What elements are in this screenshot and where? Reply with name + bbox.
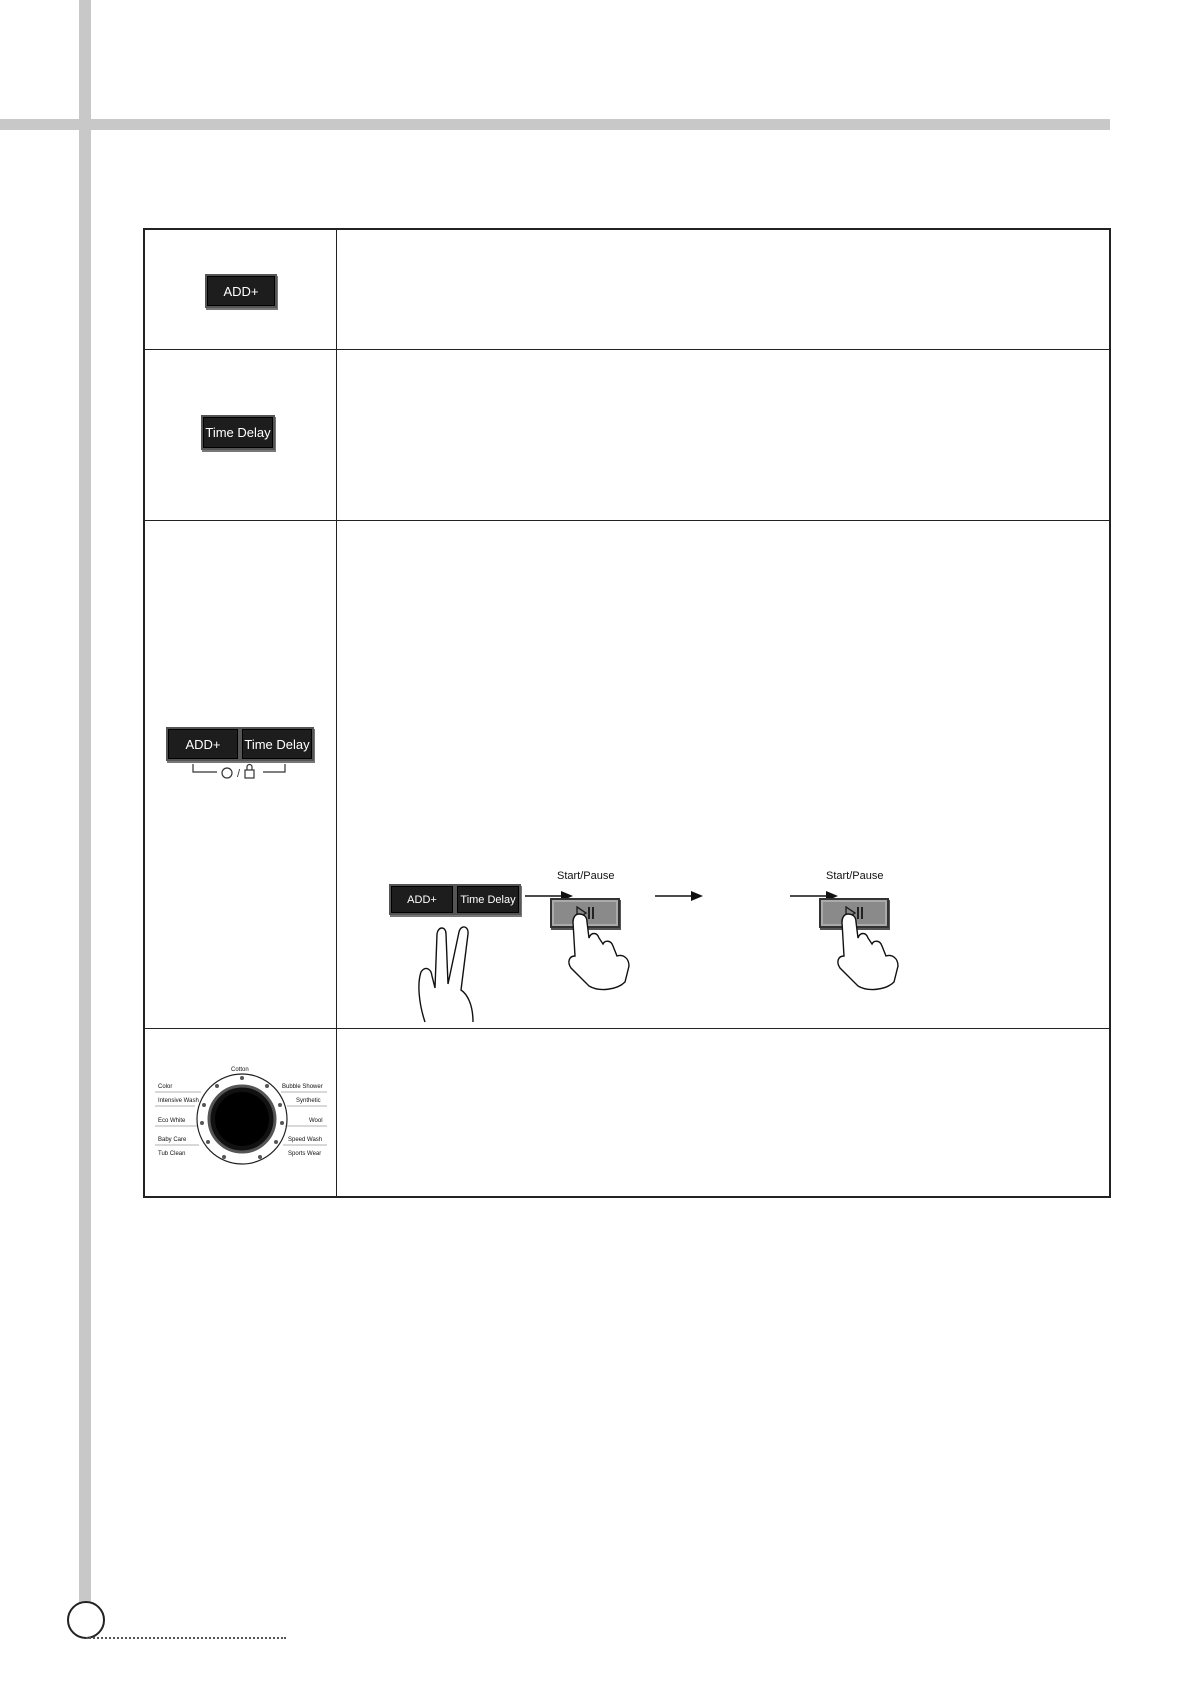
hand-press-icon <box>834 912 904 992</box>
child-lock-bracket <box>185 762 295 784</box>
start-pause-label: Start/Pause <box>826 870 884 882</box>
lock-icon <box>245 770 254 778</box>
table-row-divider <box>145 1028 1109 1029</box>
start-pause-label: Start/Pause <box>557 870 615 882</box>
dial-label: Bubble Shower <box>282 1084 323 1090</box>
svg-text:/: / <box>237 768 241 780</box>
time-delay-button-image <box>240 727 314 761</box>
footer-dotted-line <box>86 1637 286 1639</box>
time-delay-button-image <box>455 884 521 915</box>
dial-label: Wool <box>309 1118 323 1124</box>
page-number-circle <box>67 1601 105 1639</box>
feature-table <box>143 228 1111 1198</box>
dial-label: Intensive Wash <box>158 1098 199 1104</box>
add-button-image <box>389 884 455 915</box>
header-horizontal-bar <box>0 119 1110 130</box>
time-delay-button-label: Time Delay <box>460 893 516 906</box>
dial-label: Tub Clean <box>158 1151 186 1157</box>
dial-label: Speed Wash <box>288 1137 323 1143</box>
dial-label: Baby Care <box>158 1137 187 1143</box>
arrow-right-icon <box>655 890 705 902</box>
table-column-divider <box>336 230 337 1196</box>
time-delay-button-label: Time Delay <box>244 736 310 752</box>
table-row-divider <box>145 520 1109 521</box>
program-dial <box>145 1030 336 1198</box>
time-delay-button-label: Time Delay <box>205 425 271 440</box>
add-button-label: ADD+ <box>185 736 221 752</box>
hand-press-icon <box>565 912 635 992</box>
dial-leader-lines <box>155 1080 327 1160</box>
add-button-image <box>166 727 240 761</box>
lock-icon <box>222 768 232 778</box>
dial-label: Color <box>158 1084 173 1090</box>
dial-label: Cotton <box>231 1067 249 1073</box>
time-delay-button-image <box>201 415 275 450</box>
margin-vertical-bar <box>79 0 91 1635</box>
add-button-label: ADD+ <box>407 893 437 906</box>
add-button-image <box>205 274 277 308</box>
add-button-label: ADD+ <box>223 283 259 299</box>
two-finger-hand-icon <box>415 914 495 1024</box>
dial-label: Eco White <box>158 1118 186 1124</box>
dial-label: Sports Wear <box>288 1151 322 1157</box>
table-row-divider <box>145 349 1109 350</box>
dial-label: Synthetic <box>296 1098 321 1104</box>
